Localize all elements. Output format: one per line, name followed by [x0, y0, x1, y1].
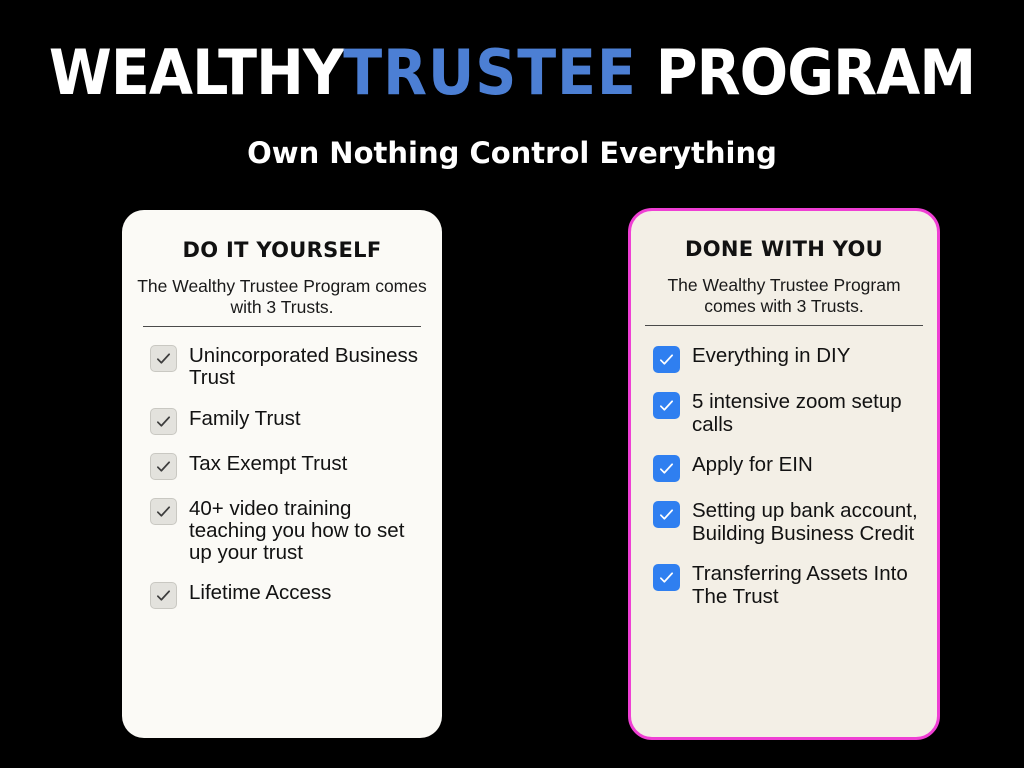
feature-label: Lifetime Access — [189, 580, 332, 604]
plan-title-diy: DO IT YOURSELF — [182, 238, 382, 262]
checkmark-icon — [653, 392, 680, 419]
list-item — [653, 562, 929, 608]
plan-card-dwy[interactable] — [628, 208, 940, 740]
checkmark-icon — [150, 408, 177, 435]
plan-card-diy[interactable] — [122, 210, 442, 738]
title-word-wealthy: WEALTHY — [48, 36, 344, 109]
feature-list-dwy — [631, 344, 937, 608]
list-item — [150, 580, 432, 609]
page-subtitle: Own Nothing Control Everything — [247, 136, 777, 170]
plan-subtitle-dwy: The Wealthy Trustee Program comes with 3 Trusts. — [667, 275, 901, 316]
feature-label: 40+ video training teaching you how to set up your trust — [189, 496, 405, 564]
checkmark-icon — [150, 345, 177, 372]
feature-label: Setting up bank account, Building Business Credit — [692, 499, 918, 545]
title-word-program: PROGRAM — [655, 36, 976, 109]
feature-label: Transferring Assets Into The Trust — [692, 562, 908, 609]
checkmark-icon — [653, 501, 680, 528]
feature-label: Unincorporated Business Trust — [189, 344, 419, 390]
page-title — [41, 36, 983, 109]
list-item — [150, 343, 432, 389]
list-item — [653, 453, 929, 482]
checkmark-icon — [653, 346, 680, 373]
title-word-trustee: TRUSTEE — [343, 36, 637, 109]
feature-label: 5 intensive zoom setup calls — [692, 390, 902, 436]
list-item — [150, 496, 432, 564]
feature-label: Everything in DIY — [692, 344, 851, 368]
plan-subtitle-diy: The Wealthy Trustee Program comes with 3 Trusts. — [137, 276, 427, 317]
list-item — [150, 451, 432, 480]
feature-label: Tax Exempt Trust — [189, 451, 348, 475]
list-item — [150, 406, 432, 435]
checkmark-icon — [150, 498, 177, 525]
divider — [645, 325, 923, 326]
plan-title-dwy: DONE WITH YOU — [685, 237, 883, 261]
checkmark-icon — [653, 455, 680, 482]
checkmark-icon — [150, 453, 177, 480]
list-item — [653, 344, 929, 373]
list-item — [653, 499, 929, 545]
feature-label: Family Trust — [189, 406, 301, 430]
feature-list-diy — [122, 343, 442, 609]
checkmark-icon — [653, 564, 680, 591]
feature-label: Apply for EIN — [692, 453, 813, 477]
list-item — [653, 390, 929, 436]
checkmark-icon — [150, 582, 177, 609]
divider — [143, 326, 421, 327]
